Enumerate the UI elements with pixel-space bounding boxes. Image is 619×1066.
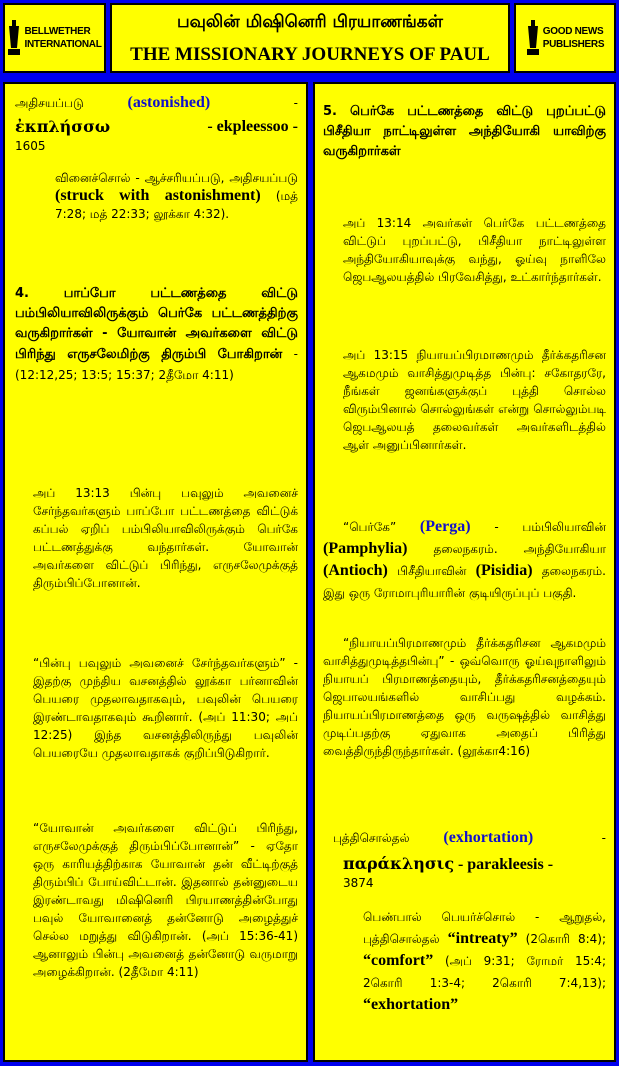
good-news-logo bbox=[514, 3, 616, 73]
word-tamil: புத்திசொல்தல் bbox=[333, 831, 410, 845]
perga-english: (Perga) bbox=[419, 518, 471, 535]
word-greek: ἐκπλήσσω bbox=[15, 117, 111, 136]
section-4 bbox=[15, 284, 298, 386]
perga-text-3: பிசீதியாவின் bbox=[397, 564, 467, 578]
word-dash: - bbox=[601, 831, 606, 845]
word-definition-english: (struck with astonishment) bbox=[55, 187, 261, 204]
paragraph: “நியாயப்பிரமாணமும் தீர்க்கதரிசன ஆகமமும் வாசித்துமுடித்தபின்பு” - ஒவ்வொரு ஓய்வுநாளிலும் நியாயப் பிரமாணத்தையும், தீர்க்கதரிசனத்தையும் ஜெபாலயங்களில் வாசிப்பது வழக்கம். நியாயப்பிரமாணத்தை ஒரு வருஷத்தில் வாசித்து முடிப்பதற்கு ஏதுவாக அதைப் பிரித்து வைத்திருந்திருந்தார்கள். (லூக்கா4:16) bbox=[323, 636, 606, 758]
paragraph: “யோவான் அவர்களை விட்டுப் பிரிந்து, எருசலேமுக்குத் திரும்பிப்போனான்” - ஏதோ ஒரு காரியத்திற்காக யோவான் தன் வீட்டிற்குத் திரும்பிப் போய்விட்டான். இதனால் தன்னுடைய இரண்டாவது மிஷினெரி பிரயாணத்தின்போது பவுல் யோவானைத் தன்னோடு அழைத்துச் செல்ல மறுத்து விடுகிறான். (அப் 15:36-41) ஆனாலும் பின்பு அவனைத் தன்னோடு வருமாறு அழைக்கிறான். (2தீமோ 4:11) bbox=[33, 821, 298, 979]
word-english: (astonished) bbox=[127, 94, 211, 111]
comfort-refs: (அப் 9:31; ரோமர் 15:4; 2கொரி 1:3-4; 2கொரி 7:4,13); bbox=[363, 954, 606, 990]
section-5-heading: 5. பெர்கே பட்டணத்தை விட்டு புறப்பட்டு பிசீதியா நாட்டிலுள்ள அந்தியோகி யாவிற்கு வருகிறார்கள் bbox=[323, 104, 606, 159]
verse-13-14 bbox=[343, 214, 606, 286]
section-5 bbox=[323, 102, 606, 162]
lamp-icon bbox=[7, 20, 21, 56]
word-english: (exhortation) bbox=[443, 829, 534, 846]
commentary-3 bbox=[323, 634, 606, 760]
commentary-2 bbox=[33, 819, 298, 981]
word-transliteration: - parakleesis - bbox=[457, 856, 554, 873]
word-definition-refs: (மத் 7:28; மத் 22:33; லூக்கா 4:32). bbox=[55, 189, 298, 221]
word-definition: வினைச்சொல் - ஆச்சரியப்படு, அதிசயப்படு bbox=[55, 171, 298, 185]
logo-right-line1: GOOD NEWS bbox=[542, 26, 604, 37]
verse-13-15 bbox=[343, 346, 606, 454]
perga-quote: “பெர்கே” bbox=[343, 520, 397, 534]
perga-text-4: தலைநகரம். இது ஒரு ரோமாபுரியாரின் குடியிருப்புப் பகுதி. bbox=[323, 564, 606, 600]
antioch-english: (Antioch) bbox=[323, 562, 388, 579]
word-definition: பெண்பால் பெயர்ச்சொல் - ஆறுதல், புத்திசொல்தல் bbox=[363, 910, 606, 946]
word-transliteration: - ekpleessoo - bbox=[207, 118, 298, 135]
commentary-1 bbox=[33, 654, 298, 762]
word-tamil: அதிசயப்படு bbox=[15, 96, 84, 110]
title-tamil: பவுலின் மிஷினெரி பிரயாணங்கள் bbox=[177, 12, 443, 32]
strongs-number: 3874 bbox=[343, 876, 374, 890]
word-greek: παράκλησις bbox=[343, 854, 455, 873]
logo-left-line1: BELLWETHER bbox=[24, 26, 91, 37]
pisidia-english: (Pisidia) bbox=[475, 562, 533, 579]
word-study-astonished bbox=[15, 94, 298, 223]
bellwether-logo bbox=[3, 3, 106, 73]
lamp-icon bbox=[526, 20, 540, 56]
logo-right-line2: PUBLISHERS bbox=[542, 39, 605, 50]
perga-text-2: தலைநகரம். அந்தியோகியா bbox=[433, 542, 606, 556]
paragraph: அப் 13:13 பின்பு பவுலும் அவனைச் சேர்ந்தவர்களும் பாப்போ பட்டணத்தை விட்டுக் கப்பல் ஏறிப் பம்பிலியாவிலிருக்கும் பெர்கே பட்டணத்துக்கு வந்தார்கள். யோவான் அவர்களை விட்டுப் பிரிந்து, எருசலேமுக்குத் திரும்பிப்போனான். bbox=[33, 486, 298, 590]
word-dash: - bbox=[293, 96, 298, 110]
verse-13-13 bbox=[33, 484, 298, 592]
comfort-english: “comfort” bbox=[363, 952, 434, 969]
paragraph: “பின்பு பவுலும் அவனைச் சேர்ந்தவர்களும்” - இதற்கு முந்திய வசனத்தில் லூக்கா பர்னாவின் பெயரை முதலாவதாகவும், பவுலின் பெயரை இரண்டாவதாகவும் கூறினார். (அப் 11:30; அப் 12:25) இந்த வசனத்திலிருந்து பவுலின் பெயரையே முதலாவதாகக் குறிப்பிடுகிறார். bbox=[33, 656, 298, 760]
title-box bbox=[110, 3, 510, 73]
perga-text-1: - பம்பிலியாவின் bbox=[494, 520, 606, 534]
place-names-note bbox=[323, 516, 606, 604]
right-column bbox=[313, 82, 616, 1062]
paragraph: அப் 13:15 நியாயப்பிரமாணமும் தீர்க்கதரிசன ஆகமமும் வாசித்துமுடித்த பின்பு: சகோதரரே, நீங்கள் ஜனங்களுக்குப் புத்தி சொல்ல விரும்பினால் சொல்லுங்கள் என்று சொல்லும்படி ஜெபஆலயத் தலைவர்கள் அவர்களிடத்தில் ஆள் அனுப்பினார்கள். bbox=[343, 348, 606, 452]
word-study-exhortation bbox=[333, 829, 606, 1016]
section-4-heading: 4. பாப்போ பட்டணத்தை விட்டு பம்பிலியாவிலிருக்கும் பெர்கே பட்டணத்திற்கு வருகிறார்கள் - யோவான் அவர்களை விட்டு பிரிந்து எருசலேமிற்கு திரும்பி போகிறான் bbox=[15, 286, 298, 362]
logo-left-line2: INTERNATIONAL bbox=[24, 39, 102, 50]
pamphylia-english: (Pamphylia) bbox=[323, 540, 408, 557]
paragraph: அப் 13:14 அவர்கள் பெர்கே பட்டணத்தை விட்டுப் புறப்பட்டு, பிசீதியா நாட்டிலுள்ள அந்தியோகியாவுக்கு வந்து, ஓய்வு நாளிலே ஜெபஆலயத்தில் பிரவேசித்து, உட்கார்ந்தார்கள். bbox=[343, 216, 606, 284]
intreaty-refs: (2கொரி 8:4); bbox=[525, 932, 606, 946]
intreaty-english: “intreaty” bbox=[447, 930, 518, 947]
left-column bbox=[3, 82, 308, 1062]
exhortation-english: “exhortation” bbox=[363, 996, 459, 1013]
strongs-number: 1605 bbox=[15, 139, 46, 153]
title-english: THE MISSIONARY JOURNEYS OF PAUL bbox=[130, 44, 490, 65]
section-4-refs: - (12:12,25; 13:5; 15:37; 2தீமோ 4:11) bbox=[15, 347, 298, 382]
